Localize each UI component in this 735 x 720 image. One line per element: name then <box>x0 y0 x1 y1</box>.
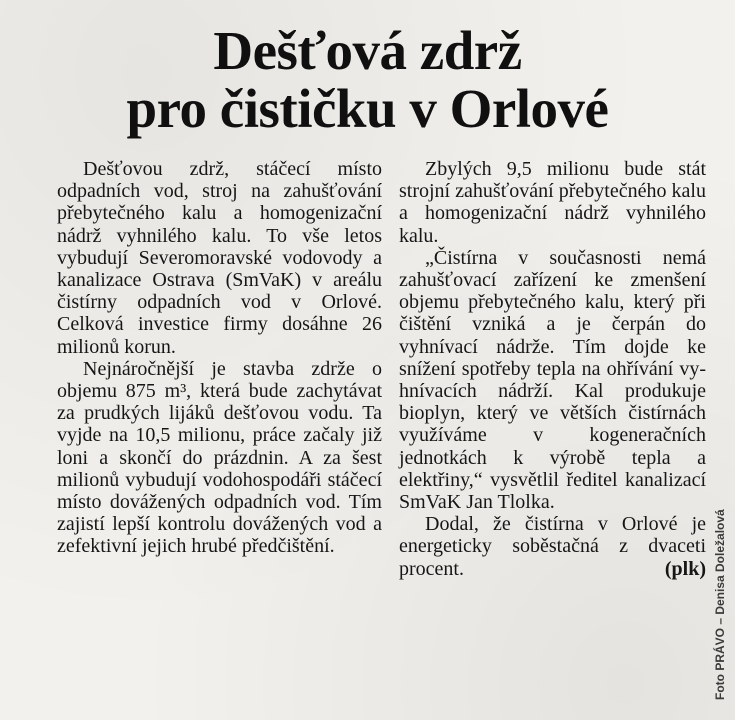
article-column-right <box>399 158 706 580</box>
headline-line-1: Dešťová zdrž <box>213 20 522 81</box>
paragraph: „Čistírna v současnosti nemá zahušťovací zařízení ke zmenšení objemu přebytečného kalu, který při čištění vzniká a je čerpán do vyhnívací nádrže. Tím dojde ke snížení spotřeby tepla na ohřívání vyhnívacích nádrží. Kal produkuje bioplyn, který ve větších čistírnách využíváme v kogeneračních jednotkách k výrobě tepla a elektřiny,“ vysvětlil ředitel kanalizací SmVaK Jan Tlolka. <box>399 246 706 514</box>
author-signature: (plk) <box>664 557 706 580</box>
paragraph: Zbylých 9,5 milionu bude stát strojní zahušťování přebytečného kalu a homogenizační nádrž vyhnilého kalu. <box>399 158 706 247</box>
paragraph-final <box>399 513 706 580</box>
paragraph-text: Dodal, že čistírna v Orlové je energeticky soběstačná z dvaceti procent. <box>399 513 706 580</box>
article-headline <box>60 22 675 138</box>
paragraph: Nejnáročnější je stavba zdrže o objemu 875 m³, která bude zachytávat za prudkých lijáků dešťovou vodu. Ta vyjde na 10,5 milionu, práce začaly již loni a skončí do prázdnin. A za šest milionů vybudují vodohospodáři stáčecí místo dovážených odpadních vod. Tím zajistí lepší kontrolu dovážených vod a zefektivní jejich hrubé předčištění. <box>57 357 382 558</box>
headline-line-2: pro čističku v Orlové <box>126 78 609 139</box>
article-column-left <box>57 158 382 558</box>
photo-credit: Foto PRÁVO – Denisa Doležalová <box>713 509 727 700</box>
paragraph: Dešťovou zdrž, stáčecí místo odpadních vod, stroj na zahušťování přebytečného kalu a homogenizační nádrž vyhnilého kalu. To vše letos vybudují Severomoravské vodovody a kanalizace Ostrava (SmVaK) v areálu čistírny odpadních vod v Orlové. Celková investice firmy dosáhne 26 milionů korun. <box>57 158 382 358</box>
